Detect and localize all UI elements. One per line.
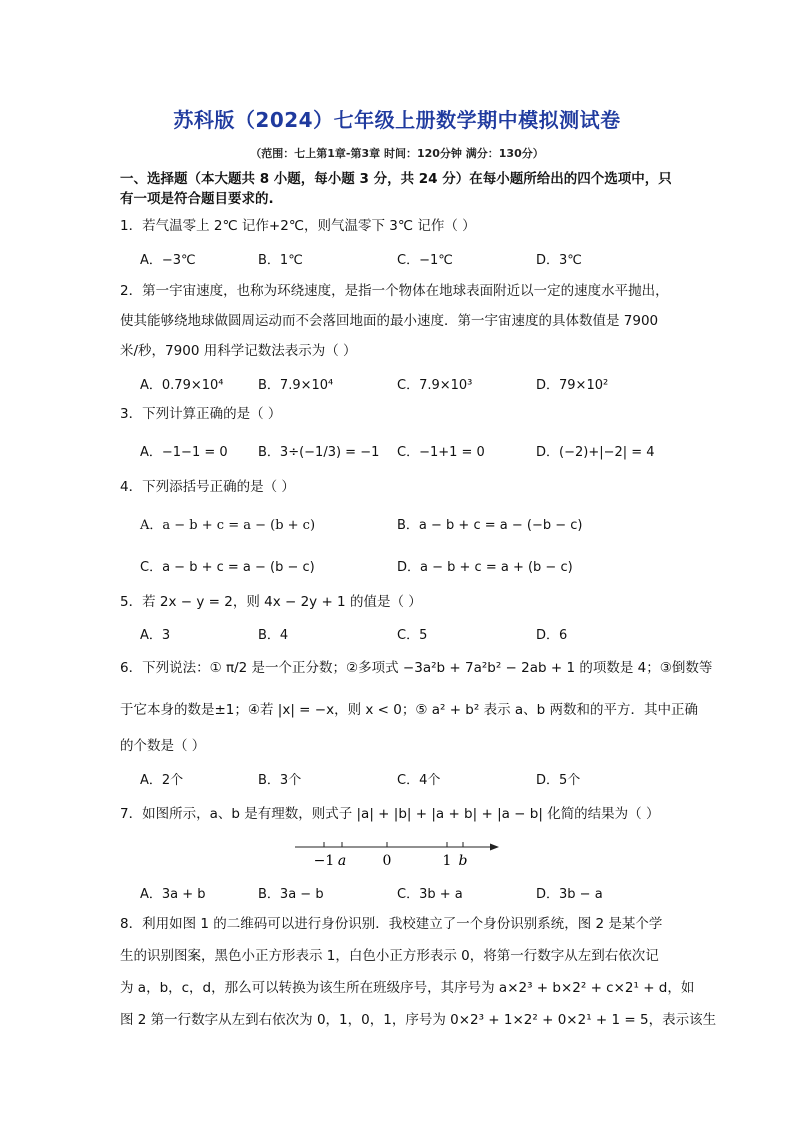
question-3-option-d: D．(−2)+|−2| = 4 (536, 445, 655, 460)
question-7-stem: 7．如图所示，a、b 是有理数，则式子 |a| + |b| + |a + b| + |a − b| 化简的结果为（ ） (120, 806, 660, 822)
question-6-option-c: C．4个 (397, 773, 441, 788)
label-minus-one: −1 (313, 853, 335, 869)
label-zero: 0 (382, 853, 392, 869)
number-line-arrow-icon (490, 844, 499, 851)
label-a: a (337, 853, 347, 869)
question-2-stem-line-2: 使其能够绕地球做圆周运动而不会落回地面的最小速度．第一宇宙速度的具体数值是 7900 (120, 313, 659, 329)
question-7-option-c: C．3b + a (397, 887, 463, 902)
question-3-option-a: A．−1−1 = 0 (140, 445, 228, 460)
question-3-options (140, 441, 680, 463)
question-2-option-d: D．79×10² (536, 378, 609, 393)
question-7-options (140, 883, 680, 905)
question-1-option-b: B．1℃ (258, 253, 303, 268)
question-5-stem: 5．若 2x − y = 2，则 4x − 2y + 1 的值是（ ） (120, 594, 422, 610)
section-heading: 一、选择题（本大题共 8 小题，每小题 3 分，共 24 分）在每小题所给出的四个选项中，只 (120, 171, 672, 187)
question-1-stem: 1．若气温零上 2℃ 记作+2℃，则气温零下 3℃ 记作（ ） (120, 218, 476, 234)
question-4-options-row-1 (140, 514, 680, 536)
label-one: 1 (442, 853, 452, 869)
question-5-option-d: D．6 (536, 628, 568, 643)
question-4-stem: 4．下列添括号正确的是（ ） (120, 479, 295, 495)
question-6-stem-line-1: 6．下列说法：① π/2 是一个正分数；②多项式 −3a²b + 7a²b² − 2ab + 1 的项数是 4；③倒数等 (120, 660, 713, 676)
question-3-option-c: C．−1+1 = 0 (397, 445, 485, 460)
question-6-stem-line-2: 于它本身的数是±1；④若 |x| = −x，则 x < 0；⑤ a² + b² 表示 a、b 两数和的平方．其中正确 (120, 702, 699, 718)
question-3-stem: 3．下列计算正确的是（ ） (120, 406, 282, 422)
question-1-option-d: D．3℃ (536, 253, 582, 268)
number-line-figure (293, 840, 503, 870)
section-heading-cont: 有一项是符合题目要求的. (120, 191, 274, 207)
question-5-option-c: C．5 (397, 628, 428, 643)
question-6-option-d: D．5个 (536, 773, 581, 788)
question-1-options (140, 249, 680, 271)
question-5-options (140, 624, 680, 646)
question-7-option-b: B．3a − b (258, 887, 324, 902)
question-3-option-b: B．3÷(−1/3) = −1 (258, 445, 380, 460)
exam-info: （范围：七上第1章-第3章 时间：120分钟 满分：130分） (250, 147, 544, 160)
page-title: 苏科版（2024）七年级上册数学期中模拟测试卷 (173, 108, 621, 132)
question-4-option-b: B．a − b + c = a − (−b − c) (397, 518, 583, 533)
question-1-option-a: A．−3℃ (140, 253, 196, 268)
question-2-option-c: C．7.9×10³ (397, 378, 473, 393)
question-4-option-d: D．a − b + c = a + (b − c) (397, 560, 573, 575)
question-8-stem-line-4: 图 2 第一行数字从左到右依次为 0，1，0，1，序号为 0×2³ + 1×2² + 0×2¹ + 1 = 5，表示该生 (120, 1012, 717, 1028)
question-2-options (140, 374, 680, 396)
question-6-option-b: B．3个 (258, 773, 302, 788)
question-4-option-c: C．a − b + c = a − (b − c) (140, 560, 315, 575)
question-8-stem-line-2: 生的识别图案，黑色小正方形表示 1，白色小正方形表示 0，将第一行数字从左到右依次记 (120, 948, 659, 964)
question-5-option-b: B．4 (258, 628, 289, 643)
question-5-option-a: A．3 (140, 628, 171, 643)
question-6-stem-line-3: 的个数是（ ） (120, 738, 206, 754)
question-2-stem-line-1: 2．第一宇宙速度，也称为环绕速度，是指一个物体在地球表面附近以一定的速度水平抛出， (120, 283, 669, 299)
question-2-stem-line-3: 米/秒，7900 用科学记数法表示为（ ） (120, 343, 357, 359)
question-2-option-b: B．7.9×10⁴ (258, 378, 334, 393)
question-2-option-a: A．0.79×10⁴ (140, 378, 224, 393)
question-6-option-a: A．2个 (140, 773, 184, 788)
question-7-option-d: D．3b − a (536, 887, 603, 902)
question-1-option-c: C．−1℃ (397, 253, 453, 268)
label-b: b (458, 853, 468, 869)
question-4-option-a: A．a − b + c = a − (b + c) (140, 518, 316, 533)
question-7-option-a: A．3a + b (140, 887, 206, 902)
question-8-stem-line-1: 8．利用如图 1 的二维码可以进行身份识别．我校建立了一个身份识别系统，图 2 是某个学 (120, 916, 663, 932)
question-4-options-row-2 (140, 556, 680, 578)
question-8-stem-line-3: 为 a，b，c，d，那么可以转换为该生所在班级序号，其序号为 a×2³ + b×2² + c×2¹ + d，如 (120, 980, 695, 996)
question-6-options (140, 769, 680, 791)
